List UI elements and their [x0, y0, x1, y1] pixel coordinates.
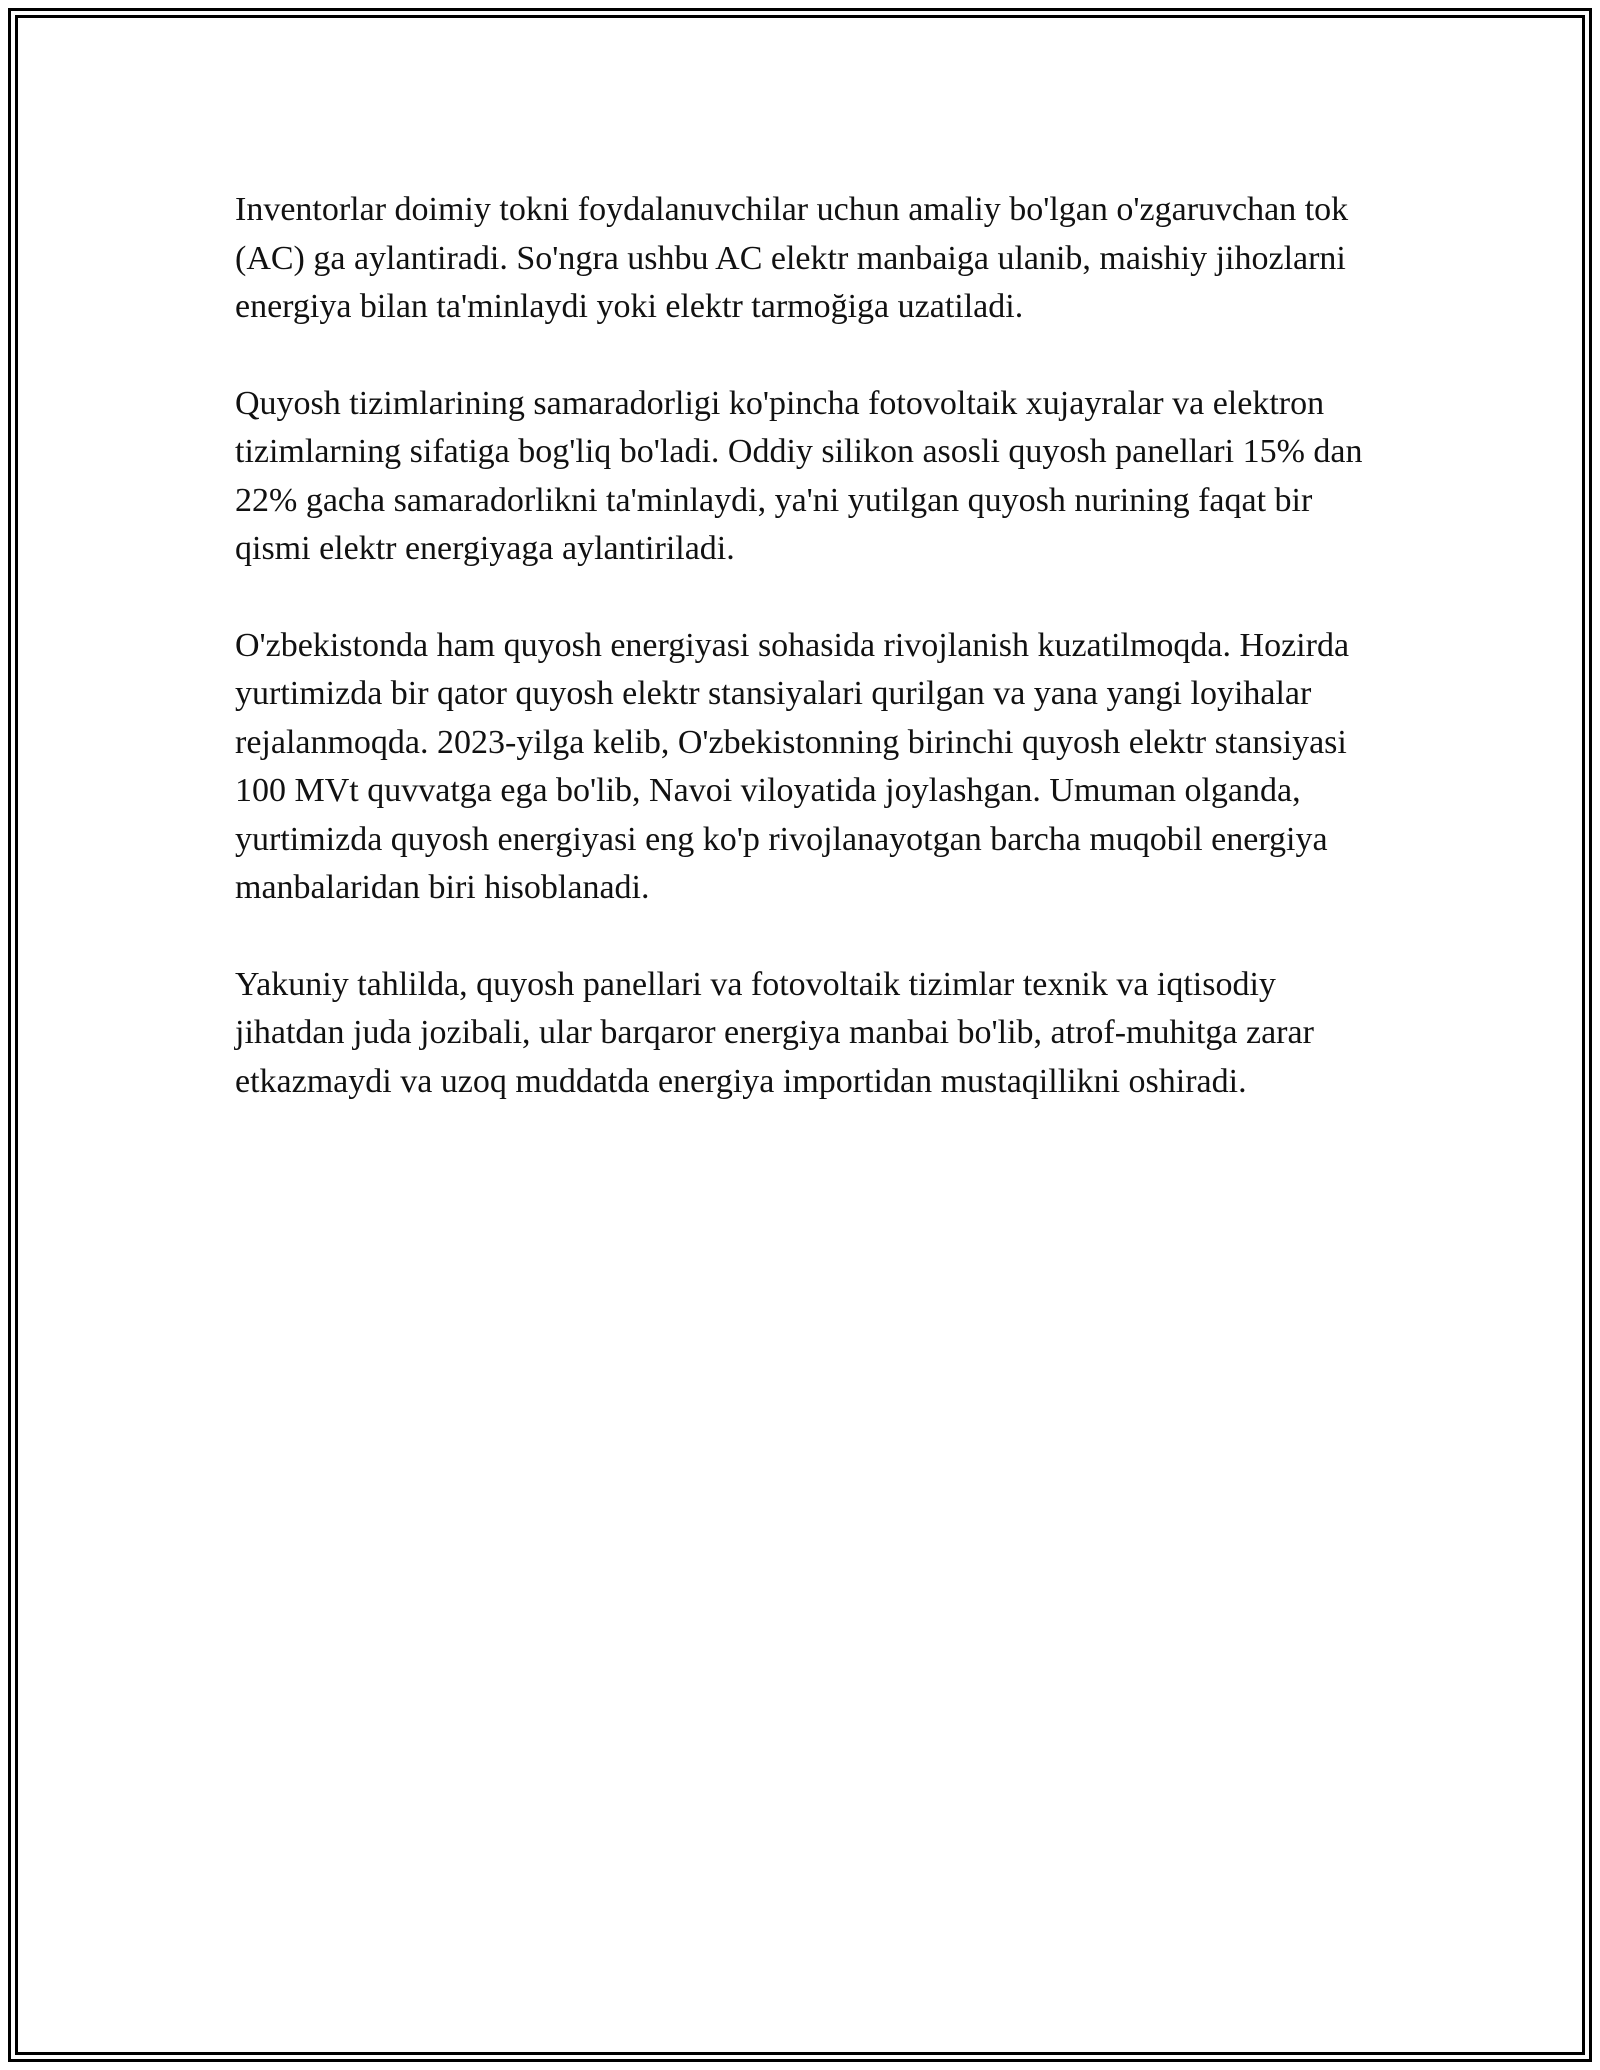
paragraph-inverters: Inventorlar doimiy tokni foydalanuvchilar uchun amaliy bo'lgan o'zgaruvchan tok (AC) ga aylantiradi. So'ngra ushbu AC elektr manbaiga ulanib, maishiy jihozlarni energiya bilan ta'minlaydi yoki elektr tarmoğiga uzatiladi.: [235, 191, 1349, 325]
paragraph-solar-efficiency: Quyosh tizimlarining samaradorligi ko'pincha fotovoltaik xujayralar va elektron tizimlarning sifatiga bog'liq bo'ladi. Oddiy silikon asosli quyosh panellari 15% dan 22% gacha samaradorlikni ta'minlaydi, ya'ni yutilgan quyosh nurining faqat bir qismi elektr energiyaga aylantiriladi.: [235, 384, 1363, 567]
paragraph-conclusion: Yakuniy tahlilda, quyosh panellari va fotovoltaik tizimlar texnik va iqtisodiy jihatdan juda jozibali, ular barqaror energiya manbai bo'lib, atrof-muhitga zarar etkazmaydi va uzoq muddatda energiya importidan mustaqillikni oshiradi.: [235, 965, 1314, 1100]
document-body: [235, 186, 1385, 1154]
paragraph-uzbekistan-solar: O'zbekistonda ham quyosh energiyasi sohasida rivojlanish kuzatilmoqda. Hozirda yurtimizda bir qator quyosh elektr stansiyalari qurilgan va yana yangi loyihalar rejalanmoqda. 2023-yilga kelib, O'zbekistonning birinchi quyosh elektr stansiyasi 100 MVt quvvatga ega bo'lib, Navoi viloyatida joylashgan. Umuman olganda, yurtimizda quyosh energiyasi eng ko'p rivojlanayotgan barcha muqobil energiya manbalaridan biri hisoblanadi.: [235, 626, 1350, 906]
